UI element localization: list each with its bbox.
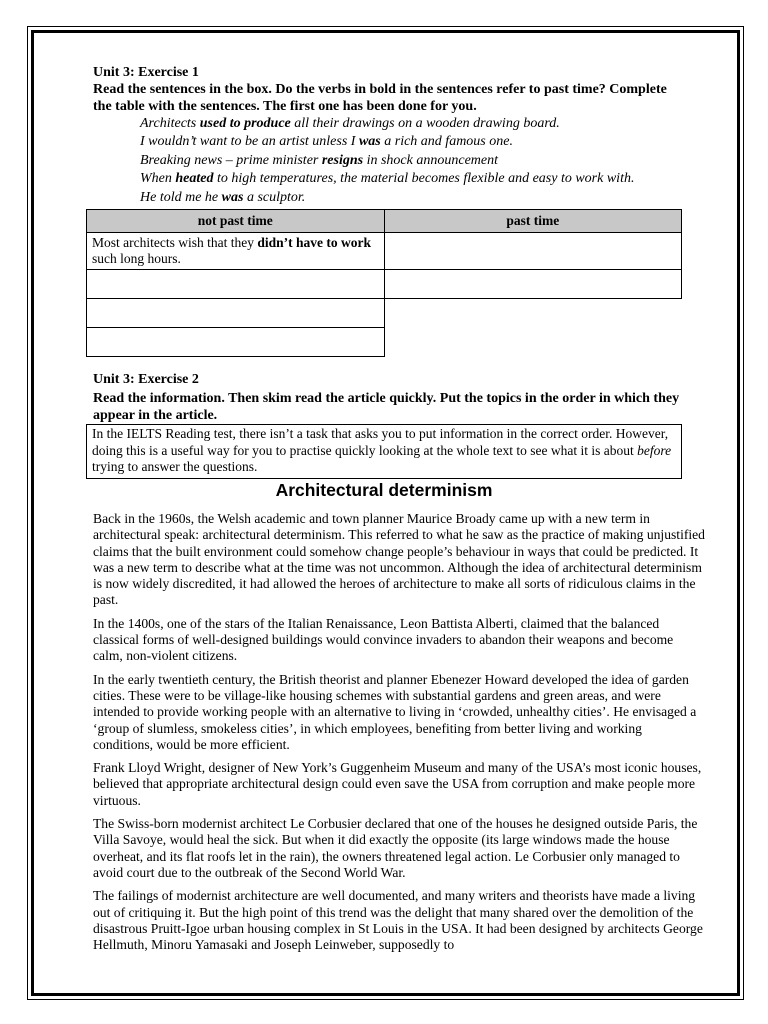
article-body — [93, 511, 705, 960]
table-cell-example: Most architects wish that they didn’t have to work such long hours. — [87, 233, 385, 270]
article-paragraph: The failings of modernist architecture are well documented, and many writers and theorists have made a living out of critiquing it. But the high point of this trend was the delight that many shared over the demolition of the disastrous Pruitt-Igoe urban housing complex in St Louis in the USA. It had been designed by architects George Hellmuth, Minoru Yamasaki and Joseph Leinweber, supposedly to — [93, 888, 703, 953]
table-cell-blank — [384, 299, 681, 328]
table-cell-blank — [384, 328, 681, 357]
article-title: Architectural determinism — [275, 480, 493, 500]
article-paragraph: Back in the 1960s, the Welsh academic and town planner Maurice Broady came up with a new term in architectural speak: architectural determinism. This referred to what he saw as the practice of making unjustified claims that the built environment could somehow change people’s behaviour in ways that could be predicted. It was a new term to describe what at the time was not uncommon. Although the idea of architectural determinism is now widely discredited, it had allowed the heroes of architecture to make all sorts of ridiculous claims in the past. — [93, 511, 705, 608]
table-cell-empty[interactable] — [384, 233, 681, 270]
sentence-item: I wouldn’t want to be an artist unless I was a rich and famous one. — [140, 134, 513, 150]
answer-table — [86, 209, 682, 357]
exercise-1-heading: Unit 3: Exercise 1 — [93, 65, 199, 80]
exercise-2-instruction: Read the information. Then skim read the article quickly. Put the topics in the order in which they appear in the article. — [93, 391, 680, 423]
article-paragraph: Frank Lloyd Wright, designer of New York’s Guggenheim Museum and many of the USA’s most iconic houses, believed that appropriate architectural design could even save the USA from corruption and make people more virtuous. — [93, 760, 702, 808]
article-paragraph: The Swiss-born modernist architect Le Corbusier declared that one of the houses he designed outside Paris, the Villa Savoye, would heal the sick. But when it did exactly the opposite (its large windows made the house overheat, and its flat roofs let in the rain), the owners threatened legal action. Le Corbusier only managed to avoid court due to the outbreak of the Second World War. — [93, 816, 698, 880]
sentence-item: Breaking news – prime minister resigns in shock announcement — [140, 152, 499, 168]
sentence-item: He told me he was a sculptor. — [140, 189, 306, 205]
article-paragraph: In the early twentieth century, the British theorist and planner Ebenezer Howard developed the idea of garden cities. These were to be village-like housing schemes with substantial gardens and green areas, and were intended to provide working people with an alternative to living in ‘crowded, unhealthy cities’. He envisaged a ‘group of slumless, smokeless cities’, in which employees, benefiting from better living and working conditions, would be more efficient. — [93, 671, 697, 752]
sentence-box — [140, 115, 683, 207]
table-cell-empty[interactable] — [87, 270, 385, 299]
sentence-item: When heated to high temperatures, the material becomes flexible and easy to work with. — [140, 171, 635, 187]
table-cell-empty[interactable] — [87, 299, 385, 328]
exercise-2 — [93, 371, 683, 424]
exercise-1 — [93, 64, 683, 207]
column-header-past-time: past time — [384, 210, 681, 233]
exercise-2-heading: Unit 3: Exercise 2 — [93, 372, 199, 387]
info-box: In the IELTS Reading test, there isn’t a task that asks you to put information in the correct order. However, doing this is a useful way for you to practise quickly looking at the whole text to see what it is about before trying to answer the questions. — [86, 424, 682, 479]
article-paragraph: In the 1400s, one of the stars of the Italian Renaissance, Leon Battista Alberti, claimed that the balanced classical forms of well-designed buildings would convince invaders to abandon their weapons and become calm, non-violent citizens. — [93, 615, 674, 664]
table-cell-empty[interactable] — [87, 328, 385, 357]
column-header-not-past-time: not past time — [87, 210, 385, 233]
exercise-1-instruction: Read the sentences in the box. Do the verbs in bold in the sentences refer to past time? Complete the table with the sentences. The first one has been done for you. — [93, 82, 667, 114]
table-cell-empty[interactable] — [384, 270, 681, 299]
sentence-item: Architects used to produce all their drawings on a wooden drawing board. — [140, 116, 560, 131]
